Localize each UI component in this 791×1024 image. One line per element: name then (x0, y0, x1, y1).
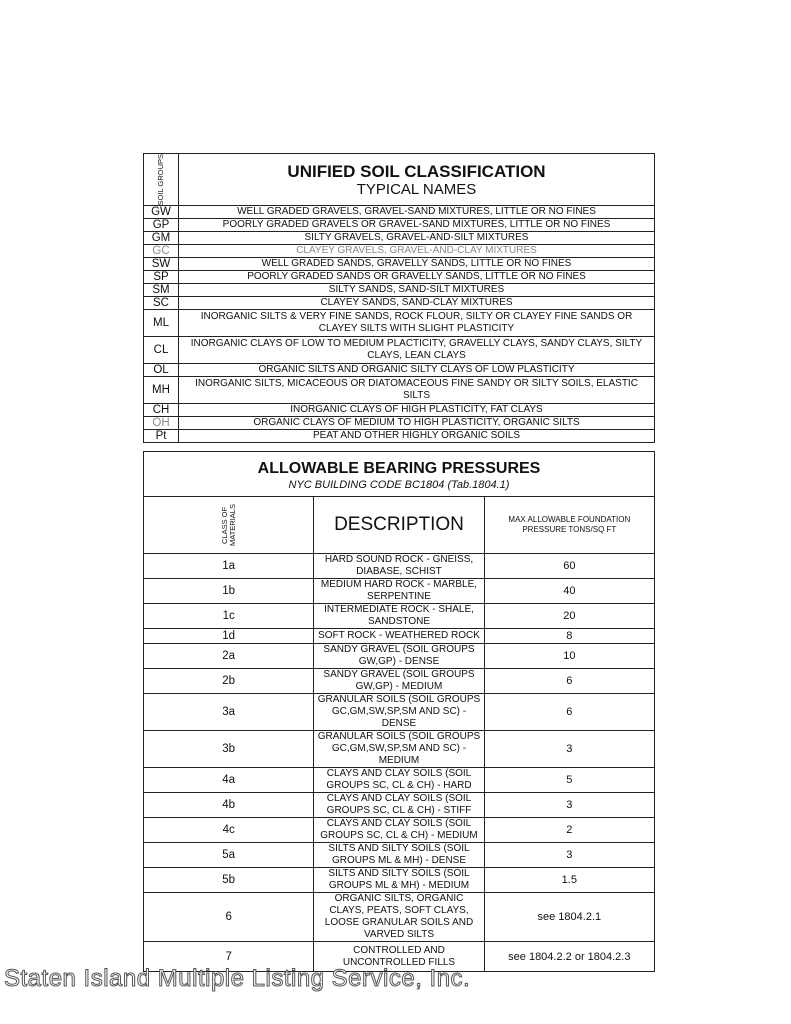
allowable-pressure: 3 (484, 731, 654, 768)
soil-row (144, 430, 655, 443)
soil-group-code: GC (144, 245, 179, 258)
pressure-header: MAX ALLOWABLE FOUNDATION PRESSURE TONS/SQ FT (484, 497, 654, 554)
soil-row (144, 258, 655, 271)
soil-typical-name: INORGANIC SILTS & VERY FINE SANDS, ROCK FLOUR, SILTY OR CLAYEY FINE SANDS OR CLAYEY SILTS WITH SLIGHT PLASTICITY (179, 310, 655, 337)
bearing-row (144, 843, 655, 868)
material-description: HARD SOUND ROCK - GNEISS, DIABASE, SCHIST (314, 554, 484, 579)
soil-row (144, 284, 655, 297)
soil-group-code: SC (144, 297, 179, 310)
bearing-row (144, 768, 655, 793)
soil-typical-name: PEAT AND OTHER HIGHLY ORGANIC SOILS (179, 430, 655, 443)
soil-typical-name: ORGANIC CLAYS OF MEDIUM TO HIGH PLASTICITY, ORGANIC SILTS (179, 417, 655, 430)
footer-watermark: Staten Island Multiple Listing Service, Inc. (4, 965, 471, 992)
bearing-row (144, 818, 655, 843)
material-description: SILTS AND SILTY SOILS (SOIL GROUPS ML & MH) - MEDIUM (314, 868, 484, 893)
soil-row (144, 219, 655, 232)
soil-typical-name: ORGANIC SILTS AND ORGANIC SILTY CLAYS OF LOW PLASTICITY (179, 364, 655, 377)
allowable-pressure: 40 (484, 579, 654, 604)
soil-typical-name: SILTY SANDS, SAND-SILT MIXTURES (179, 284, 655, 297)
class-of-materials-header: CLASS OF MATERIALS (144, 497, 314, 554)
bearing-row (144, 554, 655, 579)
soil-typical-name: INORGANIC CLAYS OF LOW TO MEDIUM PLACTICITY, GRAVELLY CLAYS, SANDY CLAYS, SILTY CLAYS, LEAN CLAYS (179, 337, 655, 364)
soil-group-code: Pt (144, 430, 179, 443)
soil-typical-name: WELL GRADED GRAVELS, GRAVEL-SAND MIXTURES, LITTLE OR NO FINES (179, 206, 655, 219)
allowable-pressure: 5 (484, 768, 654, 793)
material-class: 4b (144, 793, 314, 818)
material-description: CONTROLLED AND UNCONTROLLED FILLS (314, 942, 484, 972)
allowable-pressure: 8 (484, 629, 654, 644)
bearing-row (144, 629, 655, 644)
soil-row (144, 404, 655, 417)
soil-group-code: MH (144, 377, 179, 404)
bearing-row (144, 604, 655, 629)
material-description: INTERMEDIATE ROCK - SHALE, SANDSTONE (314, 604, 484, 629)
bearing-row (144, 731, 655, 768)
soil-group-code: SM (144, 284, 179, 297)
material-description: MEDIUM HARD ROCK - MARBLE, SERPENTINE (314, 579, 484, 604)
material-class: 3b (144, 731, 314, 768)
bearing-title: ALLOWABLE BEARING PRESSURES (257, 460, 541, 478)
soil-group-code: GP (144, 219, 179, 232)
bearing-pressures-table (143, 451, 655, 972)
allowable-pressure: 1.5 (484, 868, 654, 893)
soil-group-code: SW (144, 258, 179, 271)
allowable-pressure: 60 (484, 554, 654, 579)
material-description: SANDY GRAVEL (SOIL GROUPS GW,GP) - MEDIUM (314, 669, 484, 694)
material-description: CLAYS AND CLAY SOILS (SOIL GROUPS SC, CL & CH) - HARD (314, 768, 484, 793)
material-description: CLAYS AND CLAY SOILS (SOIL GROUPS SC, CL & CH) - MEDIUM (314, 818, 484, 843)
material-class: 2b (144, 669, 314, 694)
bearing-row (144, 644, 655, 669)
soil-row (144, 417, 655, 430)
material-description: SANDY GRAVEL (SOIL GROUPS GW,GP) - DENSE (314, 644, 484, 669)
soil-typical-name: CLAYEY GRAVELS, GRAVEL-AND-CLAY MIXTURES (179, 245, 655, 258)
material-class: 1a (144, 554, 314, 579)
material-class: 1b (144, 579, 314, 604)
allowable-pressure: 6 (484, 694, 654, 731)
soil-group-code: ML (144, 310, 179, 337)
material-class: 2a (144, 644, 314, 669)
soil-typical-name: SILTY GRAVELS, GRAVEL-AND-SILT MIXTURES (179, 232, 655, 245)
material-class: 1c (144, 604, 314, 629)
soil-row (144, 310, 655, 337)
allowable-pressure: see 1804.2.1 (484, 893, 654, 942)
bearing-row (144, 694, 655, 731)
soil-group-code: OH (144, 417, 179, 430)
material-description: SOFT ROCK - WEATHERED ROCK (314, 629, 484, 644)
bearing-row (144, 868, 655, 893)
allowable-pressure: 2 (484, 818, 654, 843)
document-sheet (143, 153, 655, 972)
allowable-pressure: 10 (484, 644, 654, 669)
material-class: 4a (144, 768, 314, 793)
bearing-row (144, 579, 655, 604)
material-description: GRANULAR SOILS (SOIL GROUPS GC,GM,SW,SP,SM AND SC) - DENSE (314, 694, 484, 731)
soil-row (144, 245, 655, 258)
material-class: 5a (144, 843, 314, 868)
soil-group-code: GM (144, 232, 179, 245)
soil-groups-header: SOIL GROUPS (144, 154, 179, 206)
soil-row (144, 206, 655, 219)
soil-typical-name: POORLY GRADED GRAVELS OR GRAVEL-SAND MIXTURES, LITTLE OR NO FINES (179, 219, 655, 232)
bearing-row (144, 793, 655, 818)
allowable-pressure: 3 (484, 843, 654, 868)
soil-group-code: CH (144, 404, 179, 417)
soil-group-code: GW (144, 206, 179, 219)
allowable-pressure: 20 (484, 604, 654, 629)
description-header: DESCRIPTION (314, 497, 484, 554)
soil-row (144, 337, 655, 364)
material-class: 6 (144, 893, 314, 942)
soil-group-code: SP (144, 271, 179, 284)
material-class: 5b (144, 868, 314, 893)
soil-title: UNIFIED SOIL CLASSIFICATION (287, 161, 546, 181)
soil-typical-name: WELL GRADED SANDS, GRAVELLY SANDS, LITTLE OR NO FINES (179, 258, 655, 271)
soil-row (144, 364, 655, 377)
soil-row (144, 232, 655, 245)
bearing-subtitle: NYC BUILDING CODE BC1804 (Tab.1804.1) (288, 479, 510, 492)
bearing-row (144, 669, 655, 694)
soil-classification-table (143, 153, 655, 443)
soil-typical-name: INORGANIC SILTS, MICACEOUS OR DIATOMACEOUS FINE SANDY OR SILTY SOILS, ELASTIC SILTS (179, 377, 655, 404)
material-class: 7 (144, 942, 314, 972)
material-class: 4c (144, 818, 314, 843)
material-description: CLAYS AND CLAY SOILS (SOIL GROUPS SC, CL & CH) - STIFF (314, 793, 484, 818)
soil-row (144, 377, 655, 404)
bearing-row (144, 893, 655, 942)
soil-row (144, 271, 655, 284)
soil-group-code: CL (144, 337, 179, 364)
allowable-pressure: 6 (484, 669, 654, 694)
material-description: GRANULAR SOILS (SOIL GROUPS GC,GM,SW,SP,SM AND SC) - MEDIUM (314, 731, 484, 768)
material-class: 3a (144, 694, 314, 731)
allowable-pressure: see 1804.2.2 or 1804.2.3 (484, 942, 654, 972)
soil-typical-name: POORLY GRADED SANDS OR GRAVELLY SANDS, LITTLE OR NO FINES (179, 271, 655, 284)
material-description: SILTS AND SILTY SOILS (SOIL GROUPS ML & MH) - DENSE (314, 843, 484, 868)
soil-row (144, 297, 655, 310)
soil-subtitle: TYPICAL NAMES (356, 180, 477, 198)
soil-typical-name: INORGANIC CLAYS OF HIGH PLASTICITY, FAT CLAYS (179, 404, 655, 417)
soil-typical-name: CLAYEY SANDS, SAND-CLAY MIXTURES (179, 297, 655, 310)
material-description: ORGANIC SILTS, ORGANIC CLAYS, PEATS, SOFT CLAYS, LOOSE GRANULAR SOILS AND VARVED SILTS (314, 893, 484, 942)
allowable-pressure: 3 (484, 793, 654, 818)
material-class: 1d (144, 629, 314, 644)
soil-group-code: OL (144, 364, 179, 377)
table-gap (143, 443, 655, 451)
